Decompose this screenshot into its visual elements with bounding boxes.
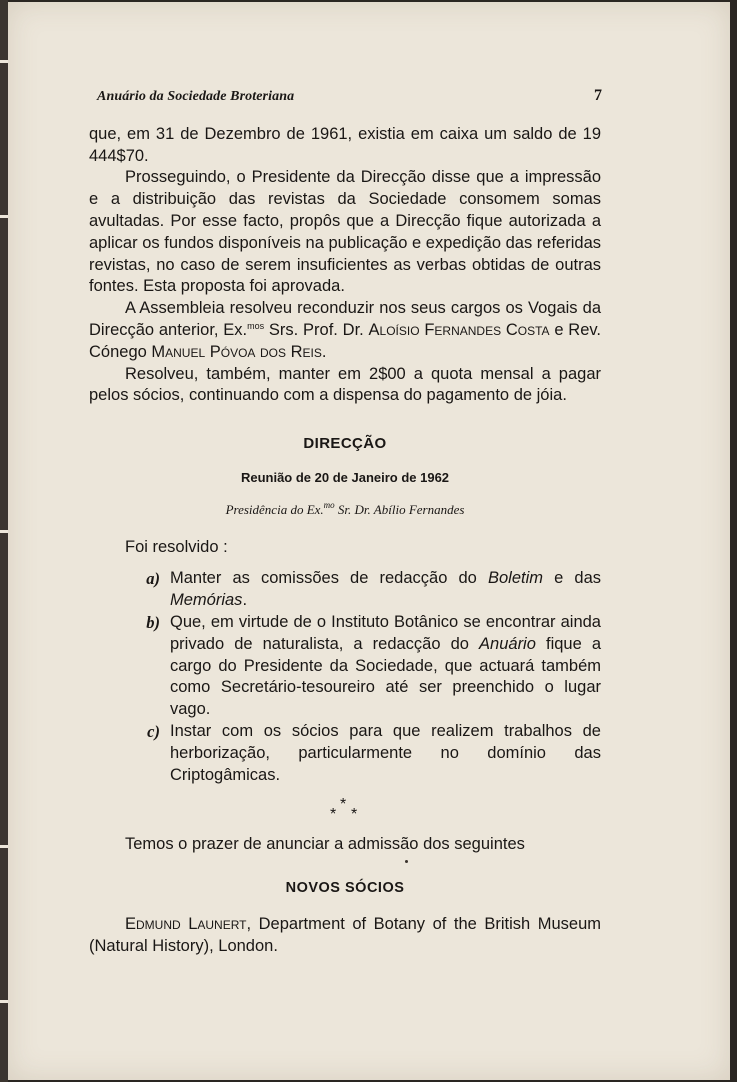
list-item [89,612,601,721]
running-header [97,85,601,108]
announcement-text: Temos o prazer de anunciar a admissão dos seguintes [125,835,525,854]
presidency-line: Presidência do Ex.$^{mo}$ Sr. Dr. Abílio Fernandes [225,499,465,517]
section-title: DIRECÇÃO [303,435,387,453]
item-label: a) [146,569,160,589]
paragraph-balance: que, em 31 de Dezembro de 1961, existia em caixa um saldo de 19 444$70. [89,124,601,165]
item-text: Manter as comissões de redacção do Boletim e das Memórias. [170,569,601,610]
item-label: c) [147,721,160,741]
paragraph-printing-costs: Prosseguindo, o Presidente da Direcção disse que a impressão e a distribuição das revistas da Sociedade consomem somas avultadas. Por esse facto, propôs que a Direcção fique autorizada a aplicar os fundos disponíveis na publicação e expedição das referidas revistas, no caso de serem insuficientes as verbas obtidas de outras fontes. Esta proposta foi aprovada. [89,168,601,296]
item-label: b) [146,612,160,632]
list-item [89,721,601,786]
paragraph-quota: Resolveu, também, manter em 2$00 a quota mensal a pagar pelos sócios, continuando com a dispensa do pagamento de jóia. [89,364,601,405]
resolutions-list [89,568,601,786]
list-item [89,568,601,612]
item-text: Instar com os sócios para que realizem trabalhos de herborização, particularmente no domínio das Criptogâmicas. [170,721,601,784]
book-spine [0,0,8,1082]
paragraph-reappointment: A Assembleia resolveu reconduzir nos seus cargos os Vogais da Direcção anterior, Ex.$^{mos}$ Srs. Prof. Dr. Aloísio Fernandes Costa e Rev. Cónego Manuel Póvoa dos Reis. [89,299,601,361]
new-members-title: NOVOS SÓCIOS [285,880,405,897]
meeting-date: Reunião de 20 de Janeiro de 1962 [240,469,450,485]
new-member-entry: Edmund Launert, Department of Botany of the British Museum (Natural History), London. [89,914,601,955]
section-separator: * * * [330,796,358,824]
person-name: Aloísio Fernandes Costa [368,320,550,339]
page-content [89,85,601,958]
resolutions-intro: Foi resolvido : [125,537,228,556]
ink-dot [405,860,408,863]
journal-title: Anuário da Sociedade Broteriana [97,89,295,104]
item-text: Que, em virtude de o Instituto Botânico se encontrar ainda privado de naturalista, a redacção do Anuário fique a cargo do Presidente da Sociedade, que actuará também como Secretário-tesoureiro até ser preenchido o lugar vago. [170,612,602,719]
person-name: Manuel Póvoa dos Reis [151,342,322,361]
member-name: Edmund Launert [125,914,247,933]
page-number: 7 [594,87,602,104]
